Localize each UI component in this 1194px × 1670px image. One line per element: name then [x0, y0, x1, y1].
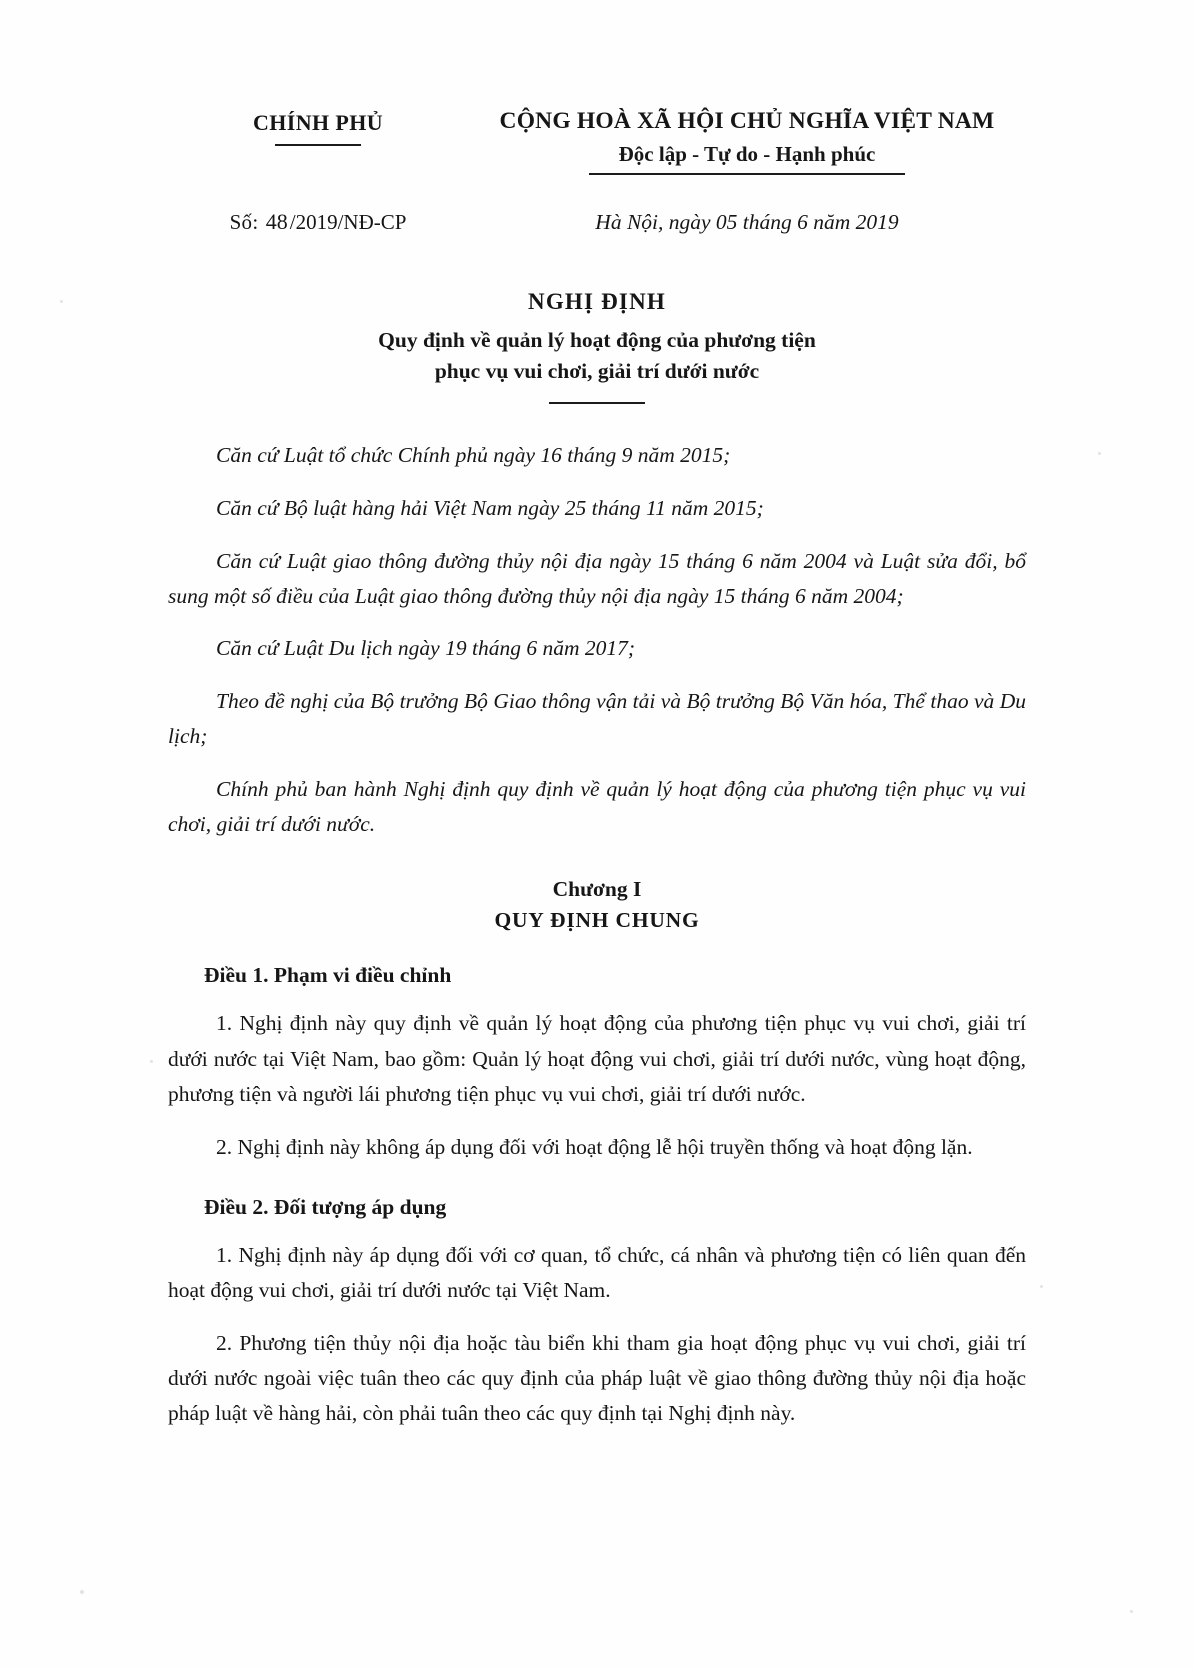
document-number-label: Số:	[229, 210, 259, 234]
national-motto: Độc lập - Tự do - Hạnh phúc	[618, 142, 876, 166]
preamble-section	[168, 438, 1026, 841]
article-section	[168, 1195, 1026, 1431]
document-title	[168, 325, 1026, 386]
article-heading: Điều 2. Đối tượng áp dụng	[204, 1194, 447, 1219]
scan-speck	[60, 300, 63, 303]
chapter-number: Chương I	[552, 877, 642, 902]
scan-speck	[1098, 452, 1101, 455]
document-title-line-2: phục vụ vui chơi, giải trí dưới nước	[434, 358, 760, 383]
document-number-and-date-row	[168, 209, 1026, 235]
scan-speck	[1130, 1610, 1133, 1613]
chapter-heading	[168, 877, 1026, 933]
preamble-paragraph: Căn cứ Luật tổ chức Chính phủ ngày 16 tháng 9 năm 2015;	[216, 443, 731, 468]
preamble-paragraph: Chính phủ ban hành Nghị định quy định về quản lý hoạt động của phương tiện phục vụ vui chơi, giải trí dưới nước.	[168, 776, 1026, 836]
document-type: NGHỊ ĐỊNH	[528, 289, 666, 314]
document-number-block	[168, 209, 468, 235]
national-header-block	[468, 108, 1026, 175]
preamble-paragraph: Căn cứ Bộ luật hàng hải Việt Nam ngày 25 tháng 11 năm 2015;	[216, 495, 764, 520]
issuing-authority-block	[168, 108, 468, 146]
scan-speck	[1040, 1285, 1043, 1288]
preamble-paragraph: Căn cứ Luật Du lịch ngày 19 tháng 6 năm 2017;	[216, 636, 636, 661]
article-heading: Điều 1. Phạm vi điều chỉnh	[204, 963, 452, 988]
place-and-date: Hà Nội, ngày 05 tháng 6 năm 2019	[595, 210, 899, 234]
title-divider	[549, 402, 645, 404]
document-number-value: 48	[265, 209, 288, 234]
preamble-paragraph: Theo đề nghị của Bộ trưởng Bộ Giao thông vận tải và Bộ trưởng Bộ Văn hóa, Thể thao và Du lịch;	[168, 689, 1026, 748]
article-paragraph: 1. Nghị định này quy định về quản lý hoạt động của phương tiện phục vụ vui chơi, giải trí dưới nước tại Việt Nam, bao gồm: Quản lý hoạt động vui chơi, giải trí dưới nước, vùng hoạt động, phương tiện và người lái phương tiện phục vụ vui chơi, giải trí dưới nước.	[168, 1011, 1026, 1106]
issuing-authority: CHÍNH PHỦ	[252, 110, 384, 135]
document-number-suffix: /2019/NĐ-CP	[289, 210, 407, 234]
article-paragraph: 1. Nghị định này áp dụng đối với cơ quan, tổ chức, cá nhân và phương tiện có liên quan đến hoạt động vui chơi, giải trí dưới nước tại Việt Nam.	[168, 1242, 1026, 1302]
motto-divider	[589, 173, 905, 175]
document-title-line-1: Quy định về quản lý hoạt động của phương tiện	[378, 328, 816, 352]
article-section	[168, 963, 1026, 1164]
preamble-paragraph: Căn cứ Luật giao thông đường thủy nội địa ngày 15 tháng 6 năm 2004 và Luật sửa đổi, bổ sung một số điều của Luật giao thông đường thủy nội địa ngày 15 tháng 6 năm 2004;	[168, 548, 1026, 608]
document-title-block	[168, 289, 1026, 404]
chapter-name: QUY ĐỊNH CHUNG	[494, 908, 700, 933]
scan-speck	[150, 1060, 153, 1063]
scan-speck	[80, 1590, 84, 1594]
document-header	[168, 108, 1026, 175]
authority-divider	[275, 144, 361, 146]
country-name: CỘNG HOÀ XÃ HỘI CHỦ NGHĨA VIỆT NAM	[499, 108, 995, 134]
article-paragraph: 2. Nghị định này không áp dụng đối với hoạt động lễ hội truyền thống và hoạt động lặn.	[216, 1134, 973, 1159]
document-content	[168, 108, 1026, 1431]
article-paragraph: 2. Phương tiện thủy nội địa hoặc tàu biển khi tham gia hoạt động phục vụ vui chơi, giải trí dưới nước ngoài việc tuân theo các quy định của pháp luật về giao thông đường thủy nội địa hoặc pháp luật về hàng hải, còn phải tuân theo các quy định tại Nghị định này.	[168, 1330, 1026, 1425]
